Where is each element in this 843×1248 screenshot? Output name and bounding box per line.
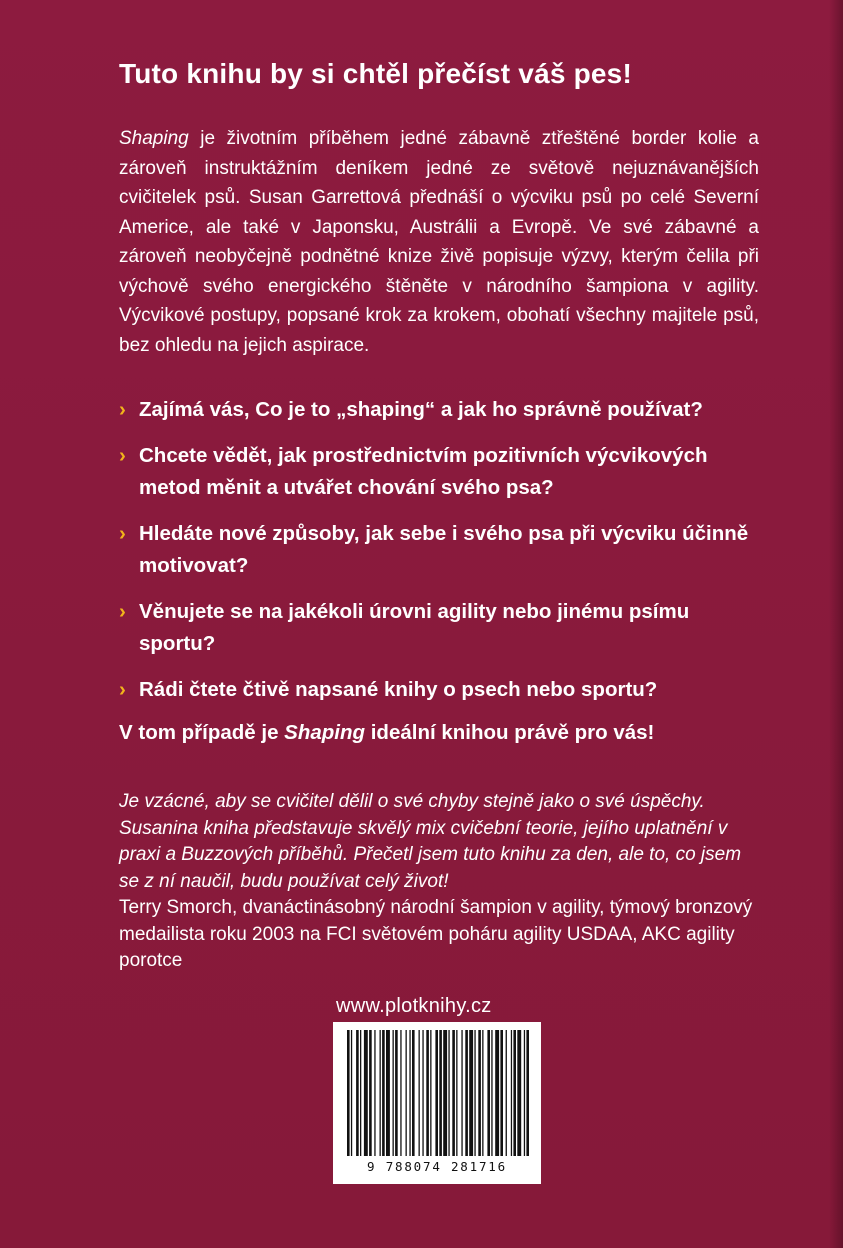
chevron-right-icon: › [119, 522, 126, 545]
barcode-bar [456, 1030, 457, 1156]
barcode-bar [443, 1030, 447, 1156]
barcode-bar [439, 1030, 442, 1156]
question-text: Chcete vědět, jak prostřednictvím pozitivních výcvikových metod měnit a utvářet chování svého psa? [139, 444, 708, 499]
barcode-bar [406, 1030, 407, 1156]
barcode-bar [474, 1030, 475, 1156]
closing-before: V tom případě je [119, 721, 285, 744]
question-item [119, 518, 759, 582]
publisher-url: www.plotknihy.cz [336, 995, 492, 1017]
question-text: Hledáte nové způsoby, jak sebe i svého psa při výcviku účinně motivovat? [139, 522, 749, 577]
barcode-bar [426, 1030, 429, 1156]
chevron-right-icon: › [119, 444, 126, 467]
barcode-bar [487, 1030, 490, 1156]
chevron-right-icon: › [119, 398, 126, 421]
isbn-number: 9 788074 281716 [367, 1159, 507, 1174]
barcode-bar [412, 1030, 415, 1156]
closing-line [119, 717, 759, 749]
text-column [119, 58, 759, 975]
question-list [119, 394, 759, 706]
barcode [333, 1022, 541, 1184]
testimonial-attribution: Terry Smorch, dvanáctinásobný národní šampion v agility, týmový bronzový medailista roku 2003 na FCI světovém poháru agility USDAA, AKC agility porotce [119, 897, 753, 971]
barcode-bar [478, 1030, 481, 1156]
barcode-bar [469, 1030, 473, 1156]
barcode-bar [393, 1030, 394, 1156]
barcode-bar [369, 1030, 372, 1156]
barcode-bar [511, 1030, 512, 1156]
barcode-bar [500, 1030, 503, 1156]
question-text: Zajímá vás, Co je to „shaping“ a jak ho správně používat? [139, 398, 703, 421]
barcode-bar [448, 1030, 449, 1156]
closing-after: ideální knihou právě pro vás! [365, 721, 655, 744]
intro-emphasis: Shaping [119, 128, 189, 149]
barcode-bar [495, 1030, 499, 1156]
intro-paragraph [119, 124, 759, 360]
barcode-bar [360, 1030, 361, 1156]
chevron-right-icon: › [119, 678, 126, 701]
question-text: Rádi čtete čtivě napsané knihy o psech nebo sportu? [139, 678, 658, 701]
cover-title: Tuto knihu by si chtěl přečíst váš pes! [119, 58, 632, 89]
question-item [119, 394, 759, 426]
barcode-bar [452, 1030, 455, 1156]
intro-text: je životním příběhem jedné zábavně ztřeštěné border kolie a zároveň instruktážním deníkem jedné ze světově nejuznávanějších cvičitelek psů. Susan Garrettová přednáší o výcviku psů po celé Severní Americe, ale také v Japonsku, Austrálii a Evropě. Ve své zábavné a zároveň neobyčejně podnětné knize živě popisuje výzvy, kterým čelila při výchově svého energického štěněte v národního šampiona v agility. Výcvikové postupy, popsané krok za krokem, obohatí všechny majitele psů, bez ohledu na jejich aspirace. [119, 128, 759, 356]
question-item [119, 674, 759, 706]
barcode-bar [364, 1030, 368, 1156]
testimonial-quote: Je vzácné, aby se cvičitel dělil o své chyby stejně jako o své úspěchy. Susanina kniha představuje skvělý mix cvičební teorie, jejího uplatnění v praxi a Buzzových příběhů. Přečetl jsem tuto knihu za den, ale to, co jsem se z ní naučil, budu používat celý život! [119, 791, 742, 892]
question-text: Věnujete se na jakékoli úrovni agility nebo jinému psímu sportu? [139, 600, 690, 655]
barcode-bar [524, 1030, 525, 1156]
barcode-bar [506, 1030, 507, 1156]
barcode-bar [526, 1030, 529, 1156]
barcode-bar [435, 1030, 438, 1156]
barcode-bar [465, 1030, 468, 1156]
barcode-bar [395, 1030, 398, 1156]
question-item [119, 440, 759, 504]
barcode-bar [351, 1030, 352, 1156]
barcode-bar [430, 1030, 431, 1156]
barcode-bar [347, 1030, 350, 1156]
barcode-bar [374, 1030, 375, 1156]
barcode-bar [400, 1030, 401, 1156]
barcode-bar [461, 1030, 462, 1156]
barcode-bar [380, 1030, 381, 1156]
barcode-bar [382, 1030, 385, 1156]
barcode-bar [409, 1030, 410, 1156]
question-item [119, 596, 759, 660]
barcode-bar [356, 1030, 359, 1156]
barcode-bar [419, 1030, 420, 1156]
barcode-bar [491, 1030, 492, 1156]
barcode-bar [482, 1030, 483, 1156]
barcode-bar [513, 1030, 516, 1156]
barcode-bar [386, 1030, 390, 1156]
closing-emphasis: Shaping [284, 721, 366, 744]
barcode-bar [517, 1030, 521, 1156]
chevron-right-icon: › [119, 600, 126, 623]
barcode-bar [422, 1030, 423, 1156]
